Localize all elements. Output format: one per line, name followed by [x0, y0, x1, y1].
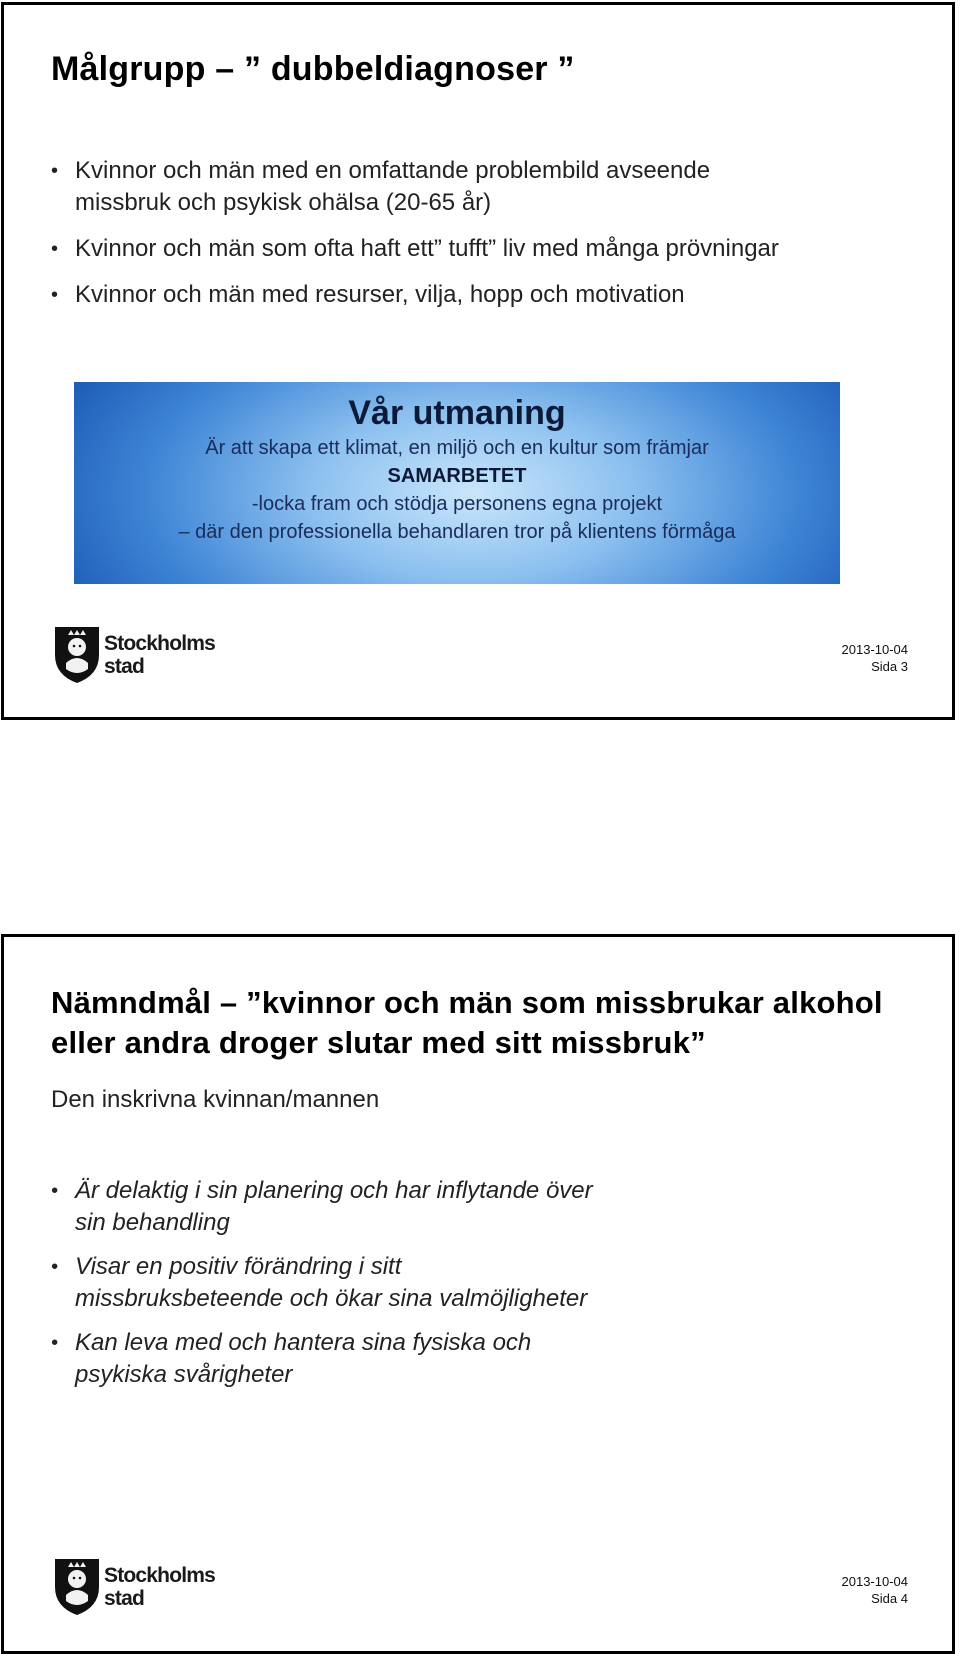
slide-number: Sida 3 — [871, 659, 908, 674]
logo-line2: stad — [104, 1587, 144, 1610]
banner-line: -locka fram och stödja personens egna projekt — [251, 493, 663, 515]
bullet-list — [51, 155, 811, 325]
slide-3 — [1, 2, 955, 720]
list-item: • Kvinnor och män som ofta haft ett” tufft” liv med många prövningar — [51, 233, 811, 265]
logo-line1: Stockholms — [104, 632, 216, 655]
list-item: • Kvinnor och män med en omfattande problembild avseende missbruk och psykisk ohälsa (20-65 år) — [51, 157, 711, 216]
slide-title: Nämndmål – ”kvinnor och män som missbrukar alkohol eller andra droger slutar med sitt missbruk” — [51, 985, 883, 1060]
bullet-icon: • — [51, 1256, 59, 1278]
stockholm-crest-icon — [55, 1559, 99, 1615]
logo-line1: Stockholms — [104, 1564, 216, 1587]
banner-line: – där den professionella behandlaren tror på klientens förmåga — [178, 521, 736, 543]
banner-heading: Vår utmaning — [348, 394, 566, 432]
list-item: • Kvinnor och män med resurser, vilja, hopp och motivation — [51, 279, 811, 311]
bullet-icon: • — [51, 238, 59, 260]
slide-date: 2013-10-04 — [841, 1574, 908, 1589]
slide-date: 2013-10-04 — [841, 642, 908, 657]
bullet-icon: • — [51, 1332, 59, 1354]
slide-footer — [842, 641, 909, 675]
list-item: • Är delaktig i sin planering och har inflytande över sin behandling — [51, 1177, 593, 1236]
bullet-icon: • — [51, 284, 59, 306]
slide-number: Sida 4 — [871, 1591, 908, 1606]
stockholm-logo — [52, 623, 227, 685]
banner-line: Är att skapa ett klimat, en miljö och en kultur som främjar — [205, 437, 709, 459]
slide-4 — [1, 934, 955, 1654]
list-item: • Kan leva med och hantera sina fysiska och psykiska svårigheter — [51, 1329, 532, 1388]
challenge-banner — [74, 382, 840, 584]
stockholm-logo — [52, 1555, 227, 1617]
stockholm-crest-icon — [55, 627, 99, 683]
bullet-list — [51, 1175, 611, 1403]
slide-footer — [842, 1573, 909, 1607]
list-item: • Visar en positiv förändring i sitt missbruksbeteende och ökar sina valmöjligheter — [51, 1253, 588, 1312]
banner-emphasis: SAMARBETET — [387, 465, 527, 487]
slide-subheading: Den inskrivna kvinnan/mannen — [51, 1086, 380, 1113]
bullet-icon: • — [51, 160, 59, 182]
logo-line2: stad — [104, 655, 144, 678]
bullet-icon: • — [51, 1180, 59, 1202]
slide-title: Målgrupp – ” dubbeldiagnoser ” — [51, 50, 575, 88]
